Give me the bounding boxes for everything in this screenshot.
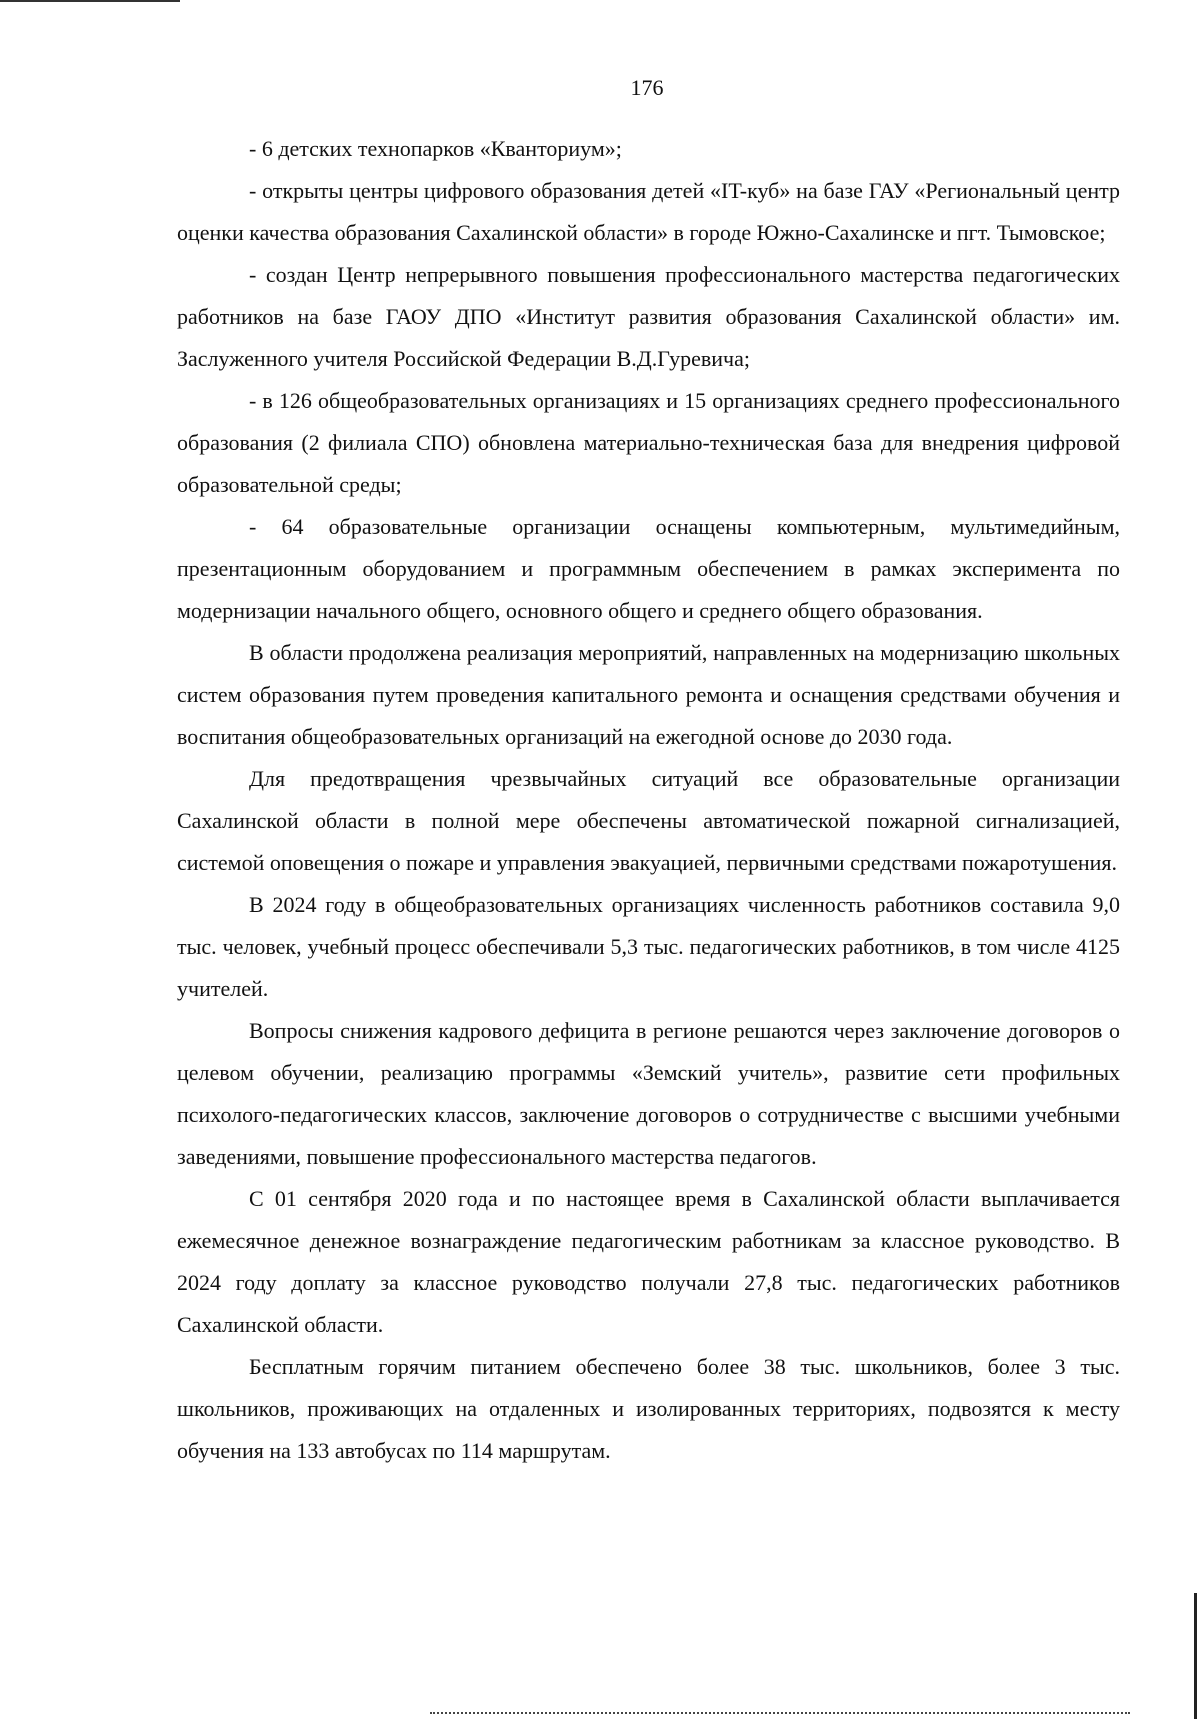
document-body [177,128,1120,1472]
page-number: 176 [630,75,664,100]
paragraph-modernization: В области продолжена реализация мероприятий, направленных на модернизацию школьных систем образования путем проведения капитального ремонта и оснащения средствами обучения и воспитания общеобразовательных организаций на ежегодной основе до 2030 года. [177,640,1120,749]
paragraph-class-guidance-payment: С 01 сентября 2020 года и по настоящее время в Сахалинской области выплачивается ежемесячное денежное вознаграждение педагогическим работникам за классное руководство. В 2024 году доплату за классное руководство получали 27,8 тыс. педагогических работников Сахалинской области. [177,1186,1120,1337]
paragraph-staff-shortage: Вопросы снижения кадрового дефицита в регионе решаются через заключение договоров о целевом обучении, реализацию программы «Земский учитель», развитие сети профильных психолого-педагогических классов, заключение договоров о сотрудничестве с высшими учебными заведениями, повышение профессионального мастерства педагогов. [177,1018,1120,1169]
paragraph-school-meals-transport: Бесплатным горячим питанием обеспечено более 38 тыс. школьников, более 3 тыс. школьников, проживающих на отдаленных и изолированных территориях, подвозятся к месту обучения на 133 автобусах по 114 маршрутам. [177,1354,1120,1463]
list-item-it-cube: - открыты центры цифрового образования детей «IT-куб» на базе ГАУ «Региональный центр оценки качества образования Сахалинской области» в городе Южно-Сахалинске и пгт. Тымовское; [177,178,1120,245]
scan-bottom-edge [430,1712,1130,1714]
list-item-teacher-center: - создан Центр непрерывного повышения профессионального мастерства педагогических работников на базе ГАОУ ДПО «Институт развития образования Сахалинской области» им. Заслуженного учителя Российской Федерации В.Д.Гуревича; [177,262,1120,371]
scan-edge-line [0,0,180,2]
paragraph-staff-count: В 2024 году в общеобразовательных организациях численность работников составила 9,0 тыс. человек, учебный процесс обеспечивали 5,3 тыс. педагогических работников, в том числе 4125 учителей. [177,892,1120,1001]
list-item-technoparks: - 6 детских технопарков «Кванториум»; [249,136,622,161]
list-item-digital-environment: - в 126 общеобразовательных организациях и 15 организациях среднего профессионального образования (2 филиала СПО) обновлена материально-техническая база для внедрения цифровой образовательной среды; [177,388,1120,497]
list-item-equipment: - 64 образовательные организации оснащены компьютерным, мультимедийным, презентационным оборудованием и программным обеспечением в рамках эксперимента по модернизации начального общего, основного общего и среднего общего образования. [177,514,1120,623]
paragraph-fire-safety: Для предотвращения чрезвычайных ситуаций все образовательные организации Сахалинской области в полной мере обеспечены автоматической пожарной сигнализацией, системой оповещения о пожаре и управления эвакуацией, первичными средствами пожаротушения. [177,766,1120,875]
scan-margin-bar [1194,1593,1197,1719]
